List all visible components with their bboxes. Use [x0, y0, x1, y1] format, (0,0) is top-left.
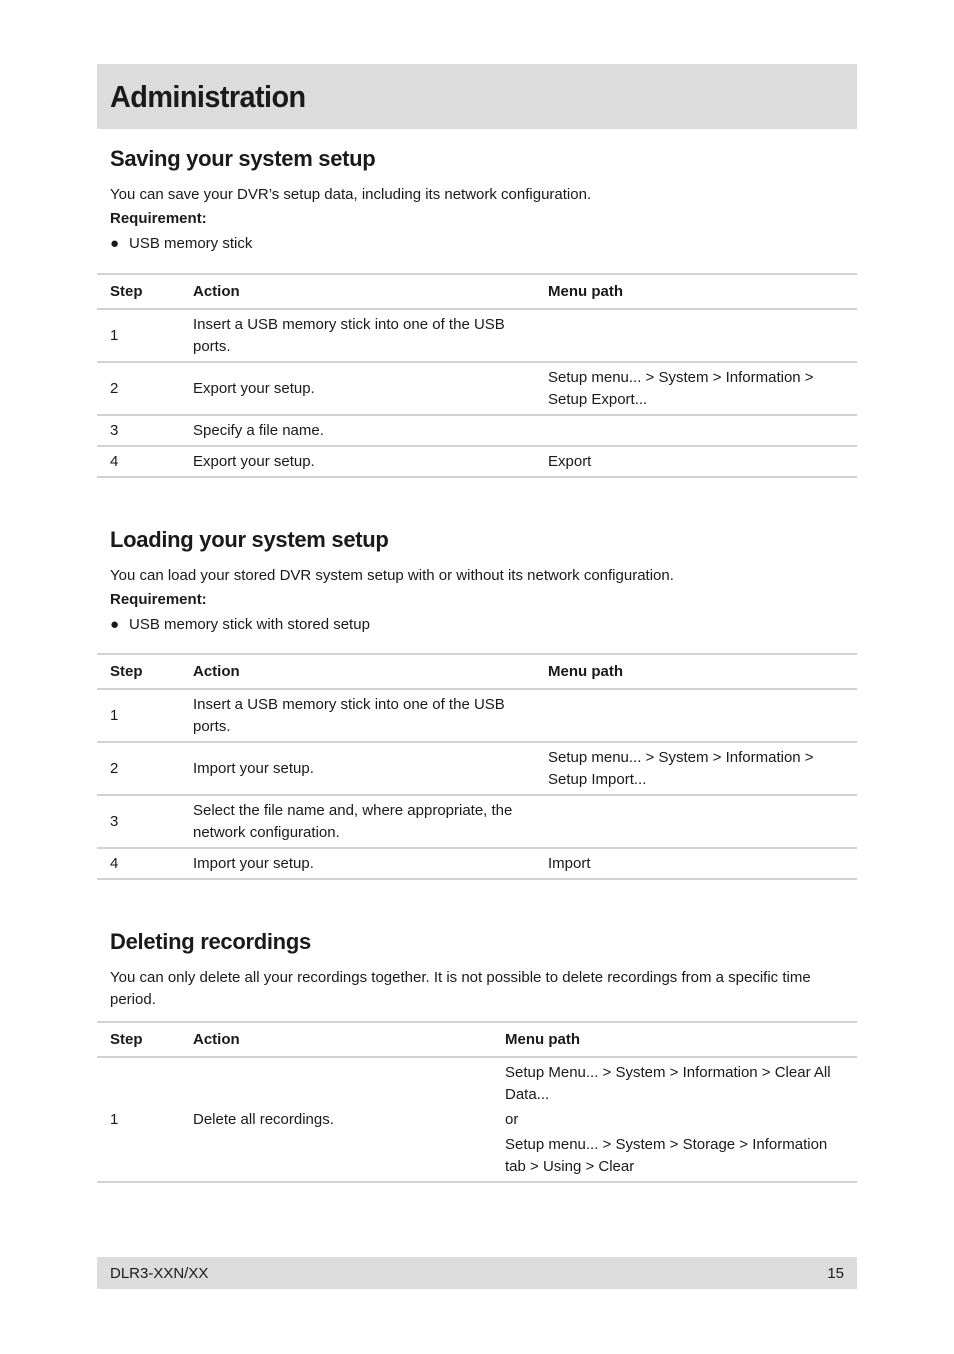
steps-table	[97, 1021, 857, 1183]
section-intro: You can only delete all your recordings together. It is not possible to delete recordings from a specific time period.	[110, 969, 811, 1008]
table-row	[97, 795, 857, 848]
table-row	[97, 689, 857, 742]
title-bar	[97, 64, 857, 129]
page-footer	[97, 1257, 857, 1289]
table-row	[97, 415, 857, 446]
action-cell: Import your setup.	[193, 854, 314, 872]
menu-cell	[535, 689, 857, 742]
steps-table	[97, 273, 857, 478]
table-row	[97, 446, 857, 477]
step-cell: 4	[110, 452, 119, 470]
section-loading-setup	[97, 527, 857, 880]
table-row	[97, 309, 857, 362]
requirement-item: ● USB memory stick	[97, 231, 857, 256]
bullet-icon: ●	[110, 235, 120, 252]
col-action: Action	[193, 662, 240, 680]
steps-table	[97, 653, 857, 880]
action-cell: Delete all recordings.	[193, 1110, 334, 1128]
menu-path-or: or	[505, 1110, 519, 1128]
table-header-row	[97, 654, 857, 689]
menu-cell: Import	[548, 854, 591, 872]
step-cell: 2	[110, 759, 119, 777]
requirement-label: Requirement:	[110, 210, 207, 227]
step-cell: 1	[110, 706, 119, 724]
action-cell: Select the file name and, where appropriate, the network configuration.	[193, 801, 513, 841]
col-menu-path: Menu path	[505, 1030, 580, 1048]
action-cell: Insert a USB memory stick into one of the USB ports.	[193, 315, 505, 355]
menu-cell: Setup menu... > System > Information > Setup Import...	[548, 748, 814, 788]
table-row	[97, 362, 857, 415]
step-cell: 4	[110, 854, 119, 872]
menu-cell	[535, 795, 857, 848]
menu-cell: Export	[548, 452, 592, 470]
action-cell: Specify a file name.	[193, 421, 324, 439]
action-cell: Export your setup.	[193, 452, 315, 470]
requirement-item: ● USB memory stick with stored setup	[97, 612, 857, 637]
table-header-row	[97, 274, 857, 309]
page-title: Administration	[110, 78, 306, 114]
step-cell: 1	[110, 326, 119, 344]
action-cell: Import your setup.	[193, 759, 314, 777]
action-cell: Insert a USB memory stick into one of the USB ports.	[193, 695, 505, 735]
col-action: Action	[193, 282, 240, 300]
menu-cell	[535, 415, 857, 446]
section-intro: You can save your DVR’s setup data, including its network configuration.	[110, 186, 592, 203]
step-cell: 2	[110, 379, 119, 397]
section-intro: You can load your stored DVR system setup with or without its network configuration.	[110, 567, 674, 584]
footer-model: DLR3-XXN/XX	[110, 1264, 209, 1282]
section-saving-setup	[97, 146, 857, 478]
section-heading: Deleting recordings	[110, 929, 311, 954]
col-step: Step	[110, 282, 143, 300]
step-cell: 1	[110, 1110, 119, 1128]
col-menu-path: Menu path	[548, 282, 623, 300]
step-cell: 3	[110, 812, 119, 830]
menu-path-option-b: Setup menu... > System > Storage > Information tab > Using > Clear	[505, 1135, 828, 1175]
col-action: Action	[193, 1030, 240, 1048]
section-heading: Loading your system setup	[110, 527, 389, 552]
section-deleting-recordings	[97, 929, 857, 1183]
action-cell: Export your setup.	[193, 379, 315, 397]
col-menu-path: Menu path	[548, 662, 623, 680]
step-cell: 3	[110, 421, 119, 439]
section-heading: Saving your system setup	[110, 146, 376, 171]
table-row	[97, 742, 857, 795]
col-step: Step	[110, 662, 143, 680]
page	[97, 64, 857, 129]
col-step: Step	[110, 1030, 143, 1048]
table-row	[97, 1057, 857, 1182]
bullet-icon: ●	[110, 616, 120, 633]
table-row	[97, 848, 857, 879]
table-header-row	[97, 1022, 857, 1057]
menu-cell	[535, 309, 857, 362]
menu-cell: Setup menu... > System > Information > Setup Export...	[548, 368, 814, 408]
footer-page-number: 15	[827, 1264, 844, 1282]
menu-path-option-a: Setup Menu... > System > Information > Clear All Data...	[505, 1063, 831, 1103]
menu-cell	[492, 1057, 857, 1182]
requirement-label: Requirement:	[110, 591, 207, 608]
